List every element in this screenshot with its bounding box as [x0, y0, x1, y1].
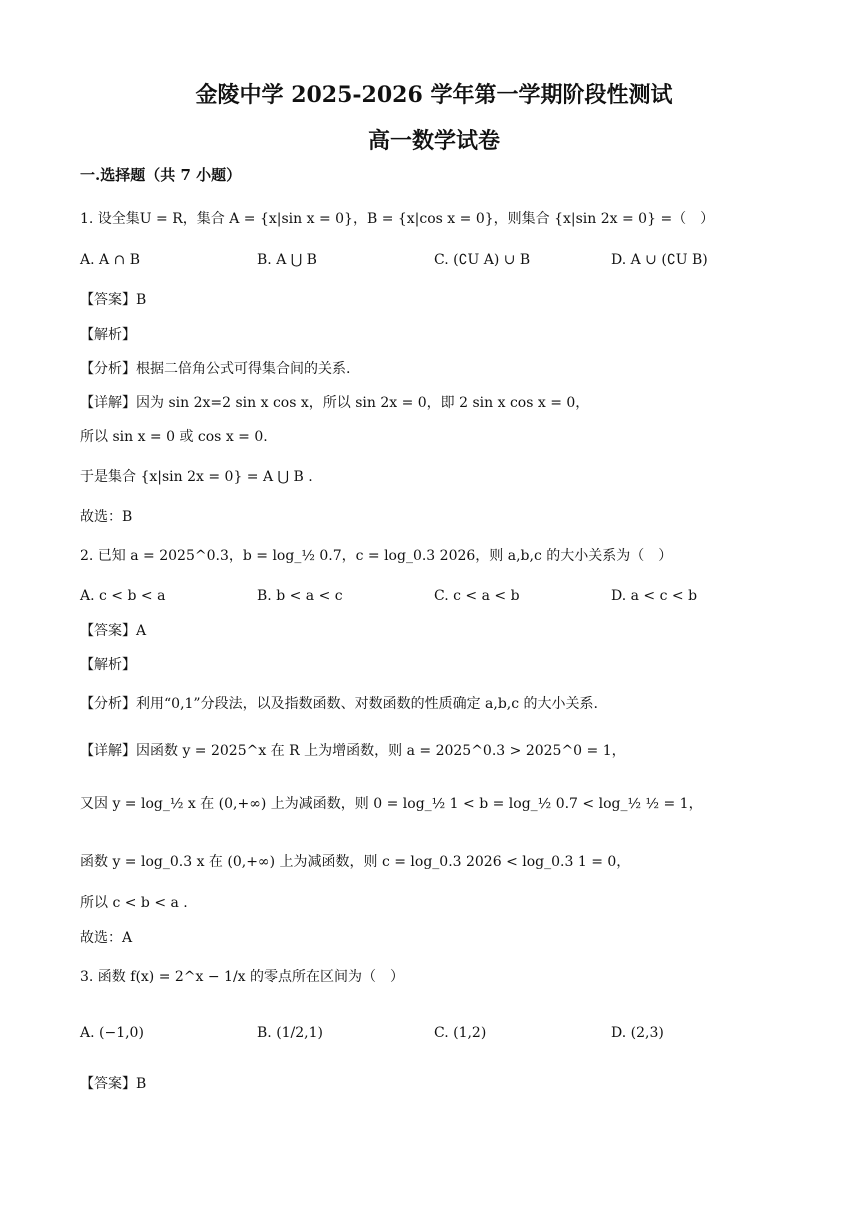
q2-detail-1: 【详解】因函数 y = 2025^x 在 R 上为增函数，则 a = 2025^0.3 > 2025^0 = 1，: [80, 743, 626, 759]
q1-option-c: C. (∁U A) ∪ B: [434, 252, 531, 268]
q2-option-a: A. c < b < a: [80, 588, 166, 604]
q1-analysis: 【分析】根据二倍角公式可得集合间的关系.: [80, 361, 351, 377]
q2-detail-2: 又因 y = log_½ x 在 (0,+∞) 上为减函数，则 0 = log_½ 1 < b = log_½ 0.7 < log_½ ½ = 1，: [80, 796, 703, 812]
q3-option-b: B. (1/2,1): [257, 1025, 324, 1041]
q2-option-b: B. b < a < c: [257, 588, 343, 604]
q2-detail-3: 函数 y = log_0.3 x 在 (0,+∞) 上为减函数，则 c = log_0.3 2026 < log_0.3 1 = 0，: [80, 854, 631, 870]
q1-option-b: B. A ⋃ B: [257, 252, 317, 268]
q1-answer: 【答案】B: [80, 292, 147, 308]
q2-choice: 故选：A: [80, 930, 133, 946]
q2-option-c: C. c < a < b: [434, 588, 520, 604]
q2-jiexi: 【解析】: [80, 657, 136, 673]
q1-option-a: A. A ∩ B: [80, 252, 141, 268]
q1-jiexi: 【解析】: [80, 327, 136, 343]
q1-stem: 1. 设全集U = R，集合 A = {x|sin x = 0}，B = {x|cos x = 0}，则集合 {x|sin 2x = 0} =（ ）: [80, 211, 715, 227]
q3-option-d: D. (2,3): [611, 1025, 664, 1041]
q1-choice: 故选：B: [80, 509, 133, 525]
q3-option-a: A. (−1,0): [80, 1025, 144, 1041]
exam-subtitle: 高一数学试卷: [367, 128, 500, 154]
q1-option-d: D. A ∪ (∁U B): [611, 252, 708, 268]
q1-detail-2: 所以 sin x = 0 或 cos x = 0.: [80, 429, 268, 445]
q2-answer: 【答案】A: [80, 623, 147, 639]
q2-option-d: D. a < c < b: [611, 588, 698, 604]
q2-stem: 2. 已知 a = 2025^0.3，b = log_½ 0.7，c = log_0.3 2026，则 a,b,c 的大小关系为（ ）: [80, 548, 673, 564]
q1-detail-3: 于是集合 {x|sin 2x = 0} = A ⋃ B .: [80, 469, 313, 485]
exam-title: 金陵中学 2025-2026 学年第一学期阶段性测试: [195, 82, 673, 108]
section-heading: 一.选择题（共 7 小题）: [80, 166, 242, 184]
q1-detail-1: 【详解】因为 sin 2x=2 sin x cos x，所以 sin 2x = 0，即 2 sin x cos x = 0，: [80, 395, 590, 411]
q3-option-c: C. (1,2): [434, 1025, 487, 1041]
q3-stem: 3. 函数 f(x) = 2^x − 1/x 的零点所在区间为（ ）: [80, 969, 405, 985]
q3-answer: 【答案】B: [80, 1076, 147, 1092]
q2-detail-4: 所以 c < b < a .: [80, 895, 188, 911]
q2-analysis: 【分析】利用“0,1”分段法，以及指数函数、对数函数的性质确定 a,b,c 的大小关系.: [80, 696, 598, 712]
